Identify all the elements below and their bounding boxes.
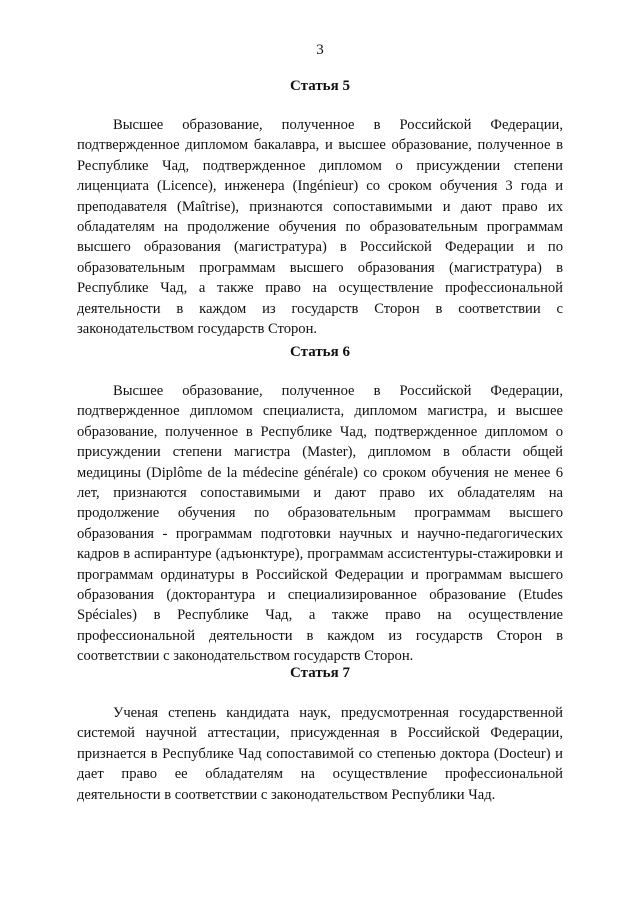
page-number: 3 — [316, 42, 324, 58]
article-6 — [77, 342, 563, 667]
article-paragraph: Высшее образование, полученное в Российской Федерации, подтвержденное дипломом специалиста, дипломом магистра, и высшее образование, полученное в Республике Чад, подтвержденное дипломом о присуждении степени магистра (Master), дипломом в области общей медицины (Diplôme de la médecine générale) со сроком обучения не менее 6 лет, признаются сопоставимыми и дают право их обладателям на продолжение обучения по образовательным программам высшего образования - программам подготовки научных и научно-педагогических кадров в аспирантуре (адъюнктуре), программам ассистентуры-стажировки и программам ординатуры в Российской Федерации и программам высшего образования (докторантура и специализированное образование (Etudes Spéciales) в Республике Чад, а также право на осуществление профессиональной деятельности в каждом из государств Сторон в соответствии с законодательством государств Сторон. — [77, 383, 563, 665]
article-paragraph: Ученая степень кандидата наук, предусмотренная государственной системой научной аттестации, присужденная в Российской Федерации, признается в Республике Чад сопоставимой со степенью доктора (Docteur) и дает право ее обладателям на осуществление профессиональной деятельности в соответствии с законодательством Республики Чад. — [77, 705, 563, 803]
article-paragraph: Высшее образование, полученное в Российской Федерации, подтвержденное дипломом бакалавра, и высшее образование, полученное в Республике Чад, подтвержденное дипломом о присуждении степени лиценциата (Licence), инженера (Ingénieur) со сроком обучения 3 года и преподавателя (Maîtrise), признаются сопоставимыми и дают право их обладателям на продолжение обучения по образовательным программам высшего образования (магистратура) в Российской Федерации и по образовательным программам высшего образования (магистратура) в Республике Чад, а также право на осуществление профессиональной деятельности в каждом из государств Сторон в соответствии с законодательством государств Сторон. — [77, 117, 563, 338]
article-heading: Статья 5 — [290, 78, 350, 94]
article-7 — [77, 663, 563, 805]
article-5 — [77, 76, 563, 339]
article-heading: Статья 7 — [290, 665, 350, 681]
article-heading: Статья 6 — [290, 344, 350, 360]
